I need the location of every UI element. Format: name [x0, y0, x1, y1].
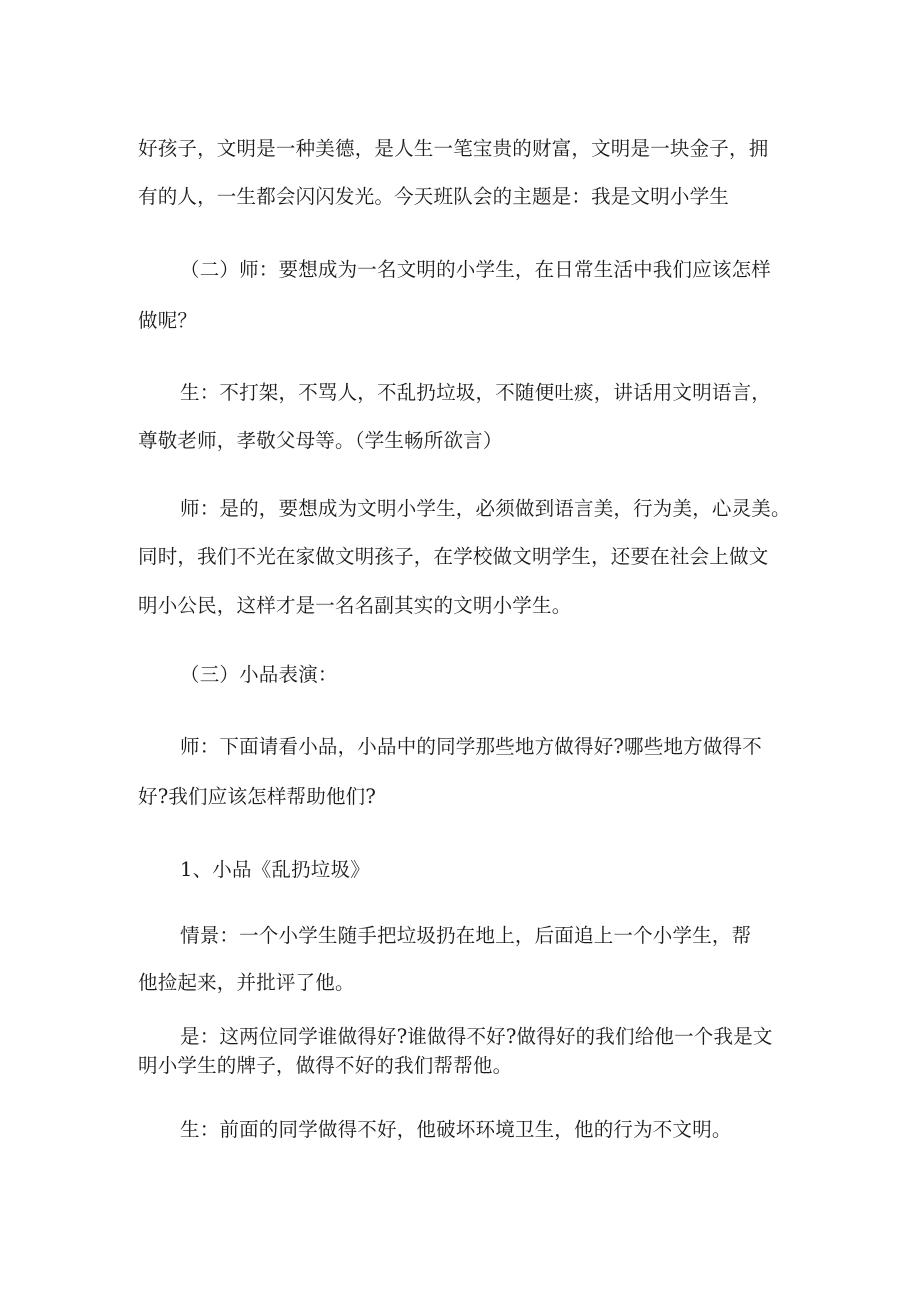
- paragraph-line: 好?我们应该怎样帮助他们?: [138, 785, 377, 808]
- paragraph-line: 是：这两位同学谁做得好?谁做得不好?做得好的我们给他一个我是文: [180, 1025, 773, 1048]
- paragraph-line: 他捡起来，并批评了他。: [138, 971, 355, 994]
- paragraph-line: 尊敬老师，孝敬父母等。（学生畅所欲言）: [138, 429, 503, 452]
- paragraph-line: 师：是的，要想成为文明小学生，必须做到语言美，行为美，心灵美。: [180, 497, 791, 520]
- paragraph-line: 生：不打架，不骂人，不乱扔垃圾，不随便吐痰，讲话用文明语言，: [180, 381, 772, 404]
- paragraph-line: （二）师：要想成为一名文明的小学生，在日常生活中我们应该怎样: [180, 258, 772, 281]
- paragraph-line: 好孩子，文明是一种美德，是人生一笔宝贵的财富，文明是一块金子，拥: [138, 137, 769, 160]
- paragraph-line: 做呢？: [138, 309, 198, 332]
- paragraph-line: 同时，我们不光在家做文明孩子，在学校做文明学生，还要在社会上做文: [138, 545, 769, 568]
- paragraph-line: 明小学生的牌子，做得不好的我们帮帮他。: [138, 1054, 513, 1077]
- paragraph-line: 师：下面请看小品，小品中的同学那些地方做得好?哪些地方做得不: [180, 735, 762, 758]
- paragraph-line: 明小公民，这样才是一名名副其实的文明小学生。: [138, 594, 572, 617]
- section-heading: （三）小品表演：: [180, 663, 338, 686]
- paragraph-line: 生：前面的同学做得不好，他破坏环境卫生，他的行为不文明。: [180, 1118, 732, 1141]
- paragraph-line: 有的人，一生都会闪闪发光。今天班队会的主题是：我是文明小学生: [138, 185, 730, 208]
- item-heading: 1、小品《乱扔垃圾》: [180, 858, 370, 881]
- paragraph-line: 情景：一个小学生随手把垃圾扔在地上，后面追上一个小学生，帮: [180, 924, 752, 947]
